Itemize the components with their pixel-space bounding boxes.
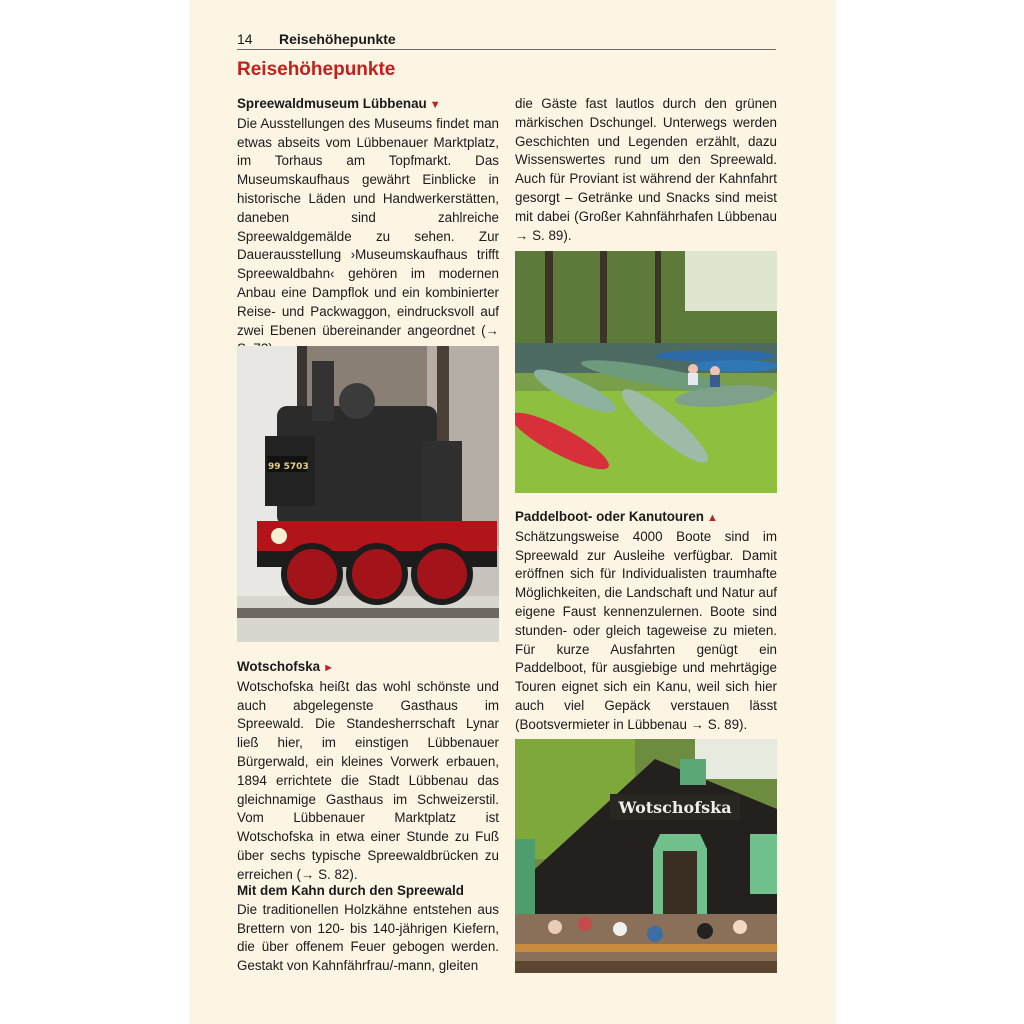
- section-wotschofska: [237, 658, 499, 885]
- section-heading-museum: Spreewaldmuseum Lübbenau ▼: [237, 96, 441, 111]
- marker-down-icon: ▼: [429, 99, 441, 111]
- marker-right-icon: ►: [323, 662, 334, 674]
- photo-canoes: [515, 251, 777, 493]
- section-paddel: [515, 508, 777, 735]
- section-body-paddel: Schätzungsweise 4000 Boote sind im Spreewald zur Ausleihe verfügbar. Damit eröffnen sich für Individualisten traumhafte Möglichkeiten, die Landschaft und Natur auf eigene Faust kennenzulernen. Boote sind stunden- oder gleich tageweise zu mieten. Für kurze Ausfahrten genügt ein Paddelboot, für ausgiebige und mehrtägige Touren eignet sich ein Kanu, weil sich hier auch viel Gepäck verstauen lässt (Bootsvermieter in Lübbenau → S. 89).: [515, 528, 777, 732]
- locomotive-number-plate: 99 5703: [268, 462, 309, 472]
- section-body-museum: Die Ausstellungen des Museums findet man etwas abseits vom Lübbenauer Marktplatz, im Torhaus am Topfmarkt. Das Museumskaufhaus gewährt Einblicke in historische Läden und Handwerkerstätten, daneben sind zahlreiche Spreewaldgemälde zu sehen. Zur Dauerausstellung ›Museumskaufhaus trifft Spreewaldbahn‹ gehören im modernen Anbau eine Dampflok und ein kombinierter Reise- und Packwaggon, eindrucksvoll auf zwei Ebenen übereinander angeordnet (→: [237, 115, 499, 338]
- page-number: 14: [237, 31, 253, 47]
- section-heading-wotschofska: Wotschofska ►: [237, 659, 334, 674]
- photo-steam-locomotive: [237, 346, 499, 642]
- inn-sign: Wotschofska: [618, 798, 732, 817]
- photo-wotschofska-inn: [515, 739, 777, 973]
- section-heading-kahn: Mit dem Kahn durch den Spreewald: [237, 883, 464, 898]
- running-title: Reisehöhepunkte: [279, 31, 396, 47]
- section-museum: [237, 95, 499, 359]
- section-kahn: [237, 882, 499, 976]
- running-header: [237, 30, 776, 50]
- section-kahn-continued: [515, 95, 777, 245]
- marker-up-icon: ▲: [706, 512, 718, 524]
- section-body-kahn-continued: die Gäste fast lautlos durch den grünen märkischen Dschungel. Unterwegs werden Geschichten und Legenden erzählt, dazu Wissenswertes rund um den Spreewald. Auch für Proviant ist während der Kahnfahrt gesorgt – Getränke und Snacks sind meist mit dabei (Großer Kahnfährhafen Lübbenau → S. 89).: [515, 96, 777, 243]
- chapter-title: Reisehöhepunkte: [237, 59, 396, 80]
- section-heading-paddel: Paddelboot- oder Kanutouren ▲: [515, 509, 718, 524]
- section-body-kahn-start: Die traditionellen Holzkähne entstehen aus Brettern von 120- bis 140-jährigen Kiefern, die über offenem Feuer gebogen werden. Gestakt von Kahnfährfrau/-mann, gleiten: [237, 901, 499, 974]
- section-body-wotschofska: Wotschofska heißt das wohl schönste und auch abgelegenste Gasthaus im Spreewald. Die Standesherrschaft Lynar ließ hier, im einstigen Lübbenauer Bürgerwald, ein kleines Vorwerk erbauen, 1894 errichtete die Stadt Lübbenau das gleichnamige Gasthaus im Schweizerstil. Vom Lübbenauer Marktplatz ist Wotschofska in etwa einer Stunde zu Fuß über sechs typische Spreewaldbrücken zu erreichen (→ S. 82).: [237, 678, 499, 882]
